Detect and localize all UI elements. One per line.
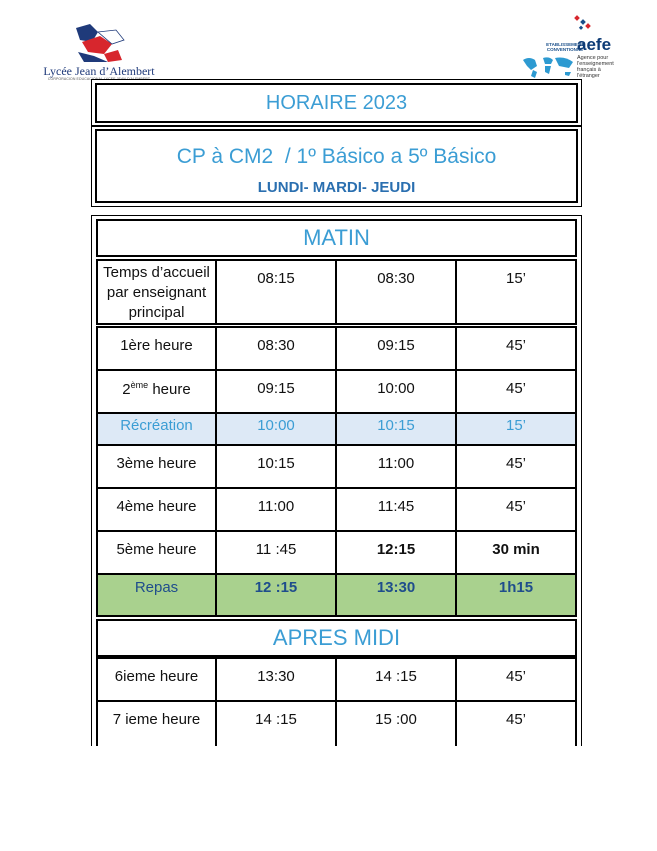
row-end: 10:15 xyxy=(335,414,455,445)
row-end: 15 :00 xyxy=(335,702,455,746)
row-duration: 45’ xyxy=(455,328,577,370)
row-label: Repas xyxy=(96,575,215,615)
row-duration: 15’ xyxy=(455,414,577,445)
days-label: LUNDI- MARDI- JEUDI xyxy=(257,179,416,196)
lycee-emblem-icon xyxy=(38,22,160,64)
classes-box xyxy=(91,125,582,207)
row-duration: 45’ xyxy=(455,446,577,488)
row-label: 3ème heure xyxy=(96,446,215,488)
lycee-name: Lycée Jean d’Alembert xyxy=(43,64,155,78)
classes-label: CP à CM2 / 1º Básico a 5º Básico xyxy=(176,145,497,168)
row-duration: 45’ xyxy=(455,489,577,531)
table-row-recreation xyxy=(96,412,577,445)
row-start: 10:15 xyxy=(215,446,335,488)
section-afternoon: APRES MIDI xyxy=(96,619,577,657)
section-morning: MATIN xyxy=(96,219,577,257)
row-label: Temps d’accueil par enseignant principal xyxy=(96,261,215,323)
row-label: Récréation xyxy=(96,414,215,445)
aefe-tagline: Agence pour l'enseignement français à l'étranger xyxy=(577,55,614,79)
row-end: 13:30 xyxy=(335,575,455,615)
row-duration: 45’ xyxy=(455,659,577,701)
row-duration: 45’ xyxy=(455,702,577,746)
table-row xyxy=(96,326,577,370)
row-end: 08:30 xyxy=(335,261,455,323)
row-duration: 1h15 xyxy=(455,575,577,615)
lycee-logo xyxy=(38,22,160,80)
row-label: 7 ieme heure xyxy=(96,702,215,746)
row-end: 12:15 xyxy=(335,532,455,574)
table-row xyxy=(96,369,577,413)
row-start: 11:00 xyxy=(215,489,335,531)
table-row xyxy=(96,487,577,531)
table-row xyxy=(96,530,577,574)
table-row xyxy=(96,657,577,701)
row-end: 09:15 xyxy=(335,328,455,370)
row-start: 12 :15 xyxy=(215,575,335,615)
aefe-brand: aefe xyxy=(577,35,612,54)
aefe-logo xyxy=(515,14,625,82)
row-duration: 30 min xyxy=(455,532,577,574)
row-end: 11:00 xyxy=(335,446,455,488)
row-start: 08:15 xyxy=(215,261,335,323)
row-label: 2ème heure xyxy=(96,371,215,413)
table-row xyxy=(96,444,577,488)
page-title: HORAIRE 2023 xyxy=(265,91,408,114)
row-start: 10:00 xyxy=(215,414,335,445)
row-end: 10:00 xyxy=(335,371,455,413)
row-start: 13:30 xyxy=(215,659,335,701)
row-label: 6ieme heure xyxy=(96,659,215,701)
row-start: 09:15 xyxy=(215,371,335,413)
row-label: 5ème heure xyxy=(96,532,215,574)
world-map-icon xyxy=(519,54,577,80)
row-start: 14 :15 xyxy=(215,702,335,746)
row-end: 14 :15 xyxy=(335,659,455,701)
row-start: 08:30 xyxy=(215,328,335,370)
table-row-lunch xyxy=(96,573,577,617)
schedule-table xyxy=(91,215,582,746)
row-duration: 45’ xyxy=(455,371,577,413)
aefe-badge: ETABLISSEMENT CONVENTIONNÉ xyxy=(546,42,584,52)
table-row xyxy=(96,259,577,325)
row-duration: 15’ xyxy=(455,261,577,323)
lycee-corporation: CORPORACION EDUCACIONAL LYCEE JEAN D'ALEMBERT xyxy=(47,77,151,81)
row-label: 4ème heure xyxy=(96,489,215,531)
table-row xyxy=(96,700,577,746)
title-box xyxy=(91,79,582,127)
row-start: 11 :45 xyxy=(215,532,335,574)
aefe-squares-icon xyxy=(573,14,593,32)
row-end: 11:45 xyxy=(335,489,455,531)
row-label: 1ère heure xyxy=(96,328,215,370)
